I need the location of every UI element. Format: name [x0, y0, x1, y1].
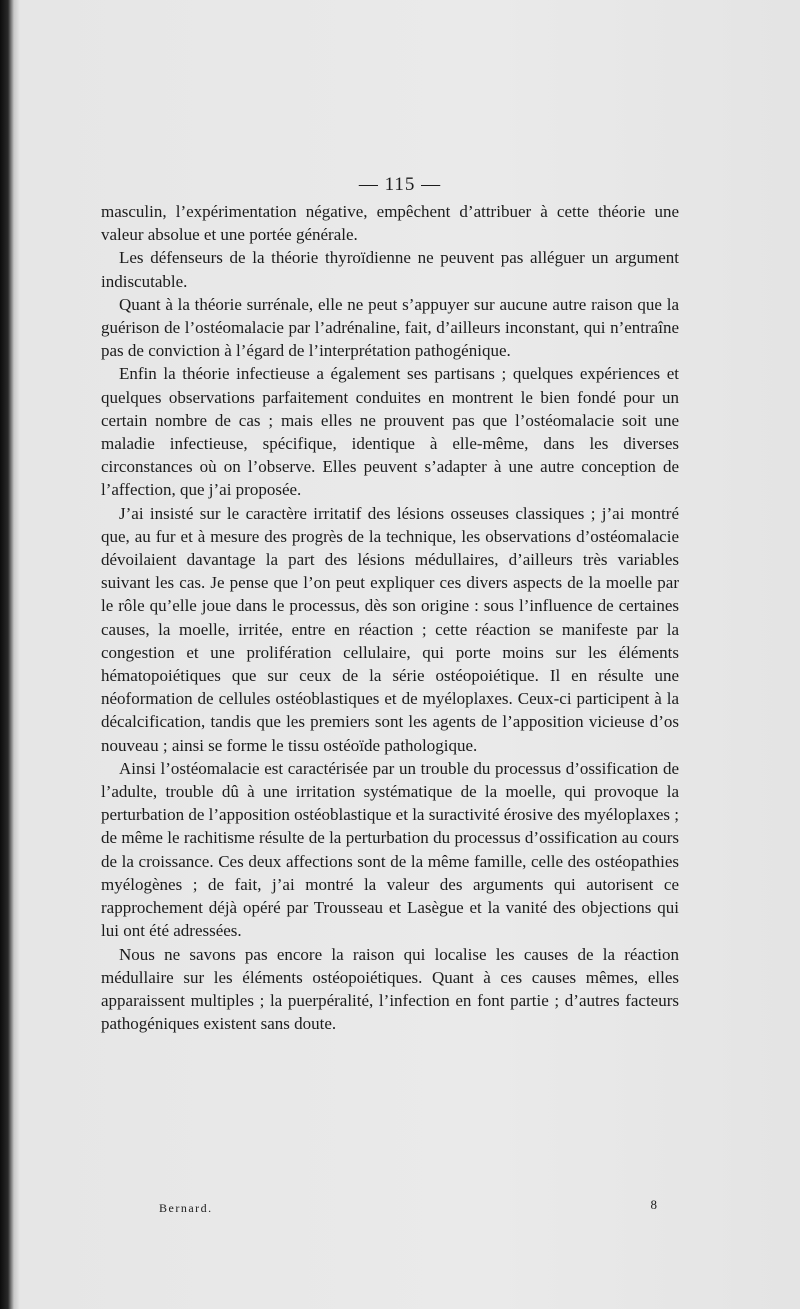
page-footer: [101, 1197, 679, 1217]
paragraph: Les défenseurs de la théorie thyroïdienne ne peuvent pas alléguer un argument indiscutable.: [101, 248, 679, 291]
author-name: Bernard.: [159, 1201, 213, 1215]
page-number: — 115 —: [358, 174, 442, 195]
signature-mark: 8: [650, 1197, 657, 1212]
paragraph: J’ai insisté sur le caractère irritatif des lésions osseuses classiques ; j’ai montré que, au fur et à mesure des progrès de la technique, les observations d’ostéomalacie dévoilaient davantage la part des lésions médullaires, d’ailleurs très variables suivant les cas. Je pense que l’on peut expliquer ces divers aspects de la moelle par le rôle qu’elle joue dans le processus, dès son origine : sous l’influence de certaines causes, la moelle, irritée, entre en réaction ; cette réaction se manifeste par la congestion et une prolifération cellulaire, qui porte moins sur les éléments hématopoiétiques que sur ceux de la série ostéopoiétique. Il en résulte une néoformation de cellules ostéoblastiques et de myéloplaxes. Ceux-ci participent à la décalcification, tandis que les premiers sont les agents de l’apposition vicieuse d’os nouveau ; ainsi se forme le tissu ostéoïde pathologique.: [101, 503, 679, 755]
paragraph: masculin, l’expérimentation négative, empêchent d’attribuer à cette théorie une valeur absolue et une portée générale.: [101, 202, 679, 245]
paragraph: Quant à la théorie surrénale, elle ne peut s’appuyer sur aucune autre raison que la guérison de l’ostéomalacie par l’adrénaline, fait, d’ailleurs inconstant, qui n’entraîne pas de conviction à l’égard de l’interprétation pathogénique.: [101, 294, 679, 361]
paragraph: Nous ne savons pas encore la raison qui localise les causes de la réaction médullaire sur les éléments ostéopoiétiques. Quant à ces causes mêmes, elles apparaissent multiples ; la puerpéralité, l’infection en font partie ; d’autres facteurs pathogéniques existent sans doute.: [101, 944, 679, 1034]
paragraph: Enfin la théorie infectieuse a également ses partisans ; quelques expériences et quelques observations parfaitement conduites en montrent le bien fondé pour un certain nombre de cas ; mais elles ne prouvent pas que l’ostéomalacie soit une maladie infectieuse, spécifique, identique à elle-même, dans les diverses circonstances où on l’observe. Elles peuvent s’adapter à une autre conception de l’affection, que j’ai proposée.: [101, 364, 679, 500]
body-text: [101, 200, 679, 1035]
paragraph: Ainsi l’ostéomalacie est caractérisée par un trouble du processus d’ossification de l’adulte, trouble dû à une irritation systématique de la moelle, qui provoque la perturbation de l’apposition ostéoblastique et la suractivité érosive des myéloplaxes ; de même le rachitisme résulte de la perturbation du processus d’ossification au cours de la croissance. Ces deux affections sont de la même famille, celle des ostéopathies myélogènes ; de fait, j’ai montré la valeur des arguments qui autorisent ce rapprochement déjà opéré par Trousseau et Lasègue et la vanité des objections qui lui ont été adressées.: [101, 758, 679, 941]
